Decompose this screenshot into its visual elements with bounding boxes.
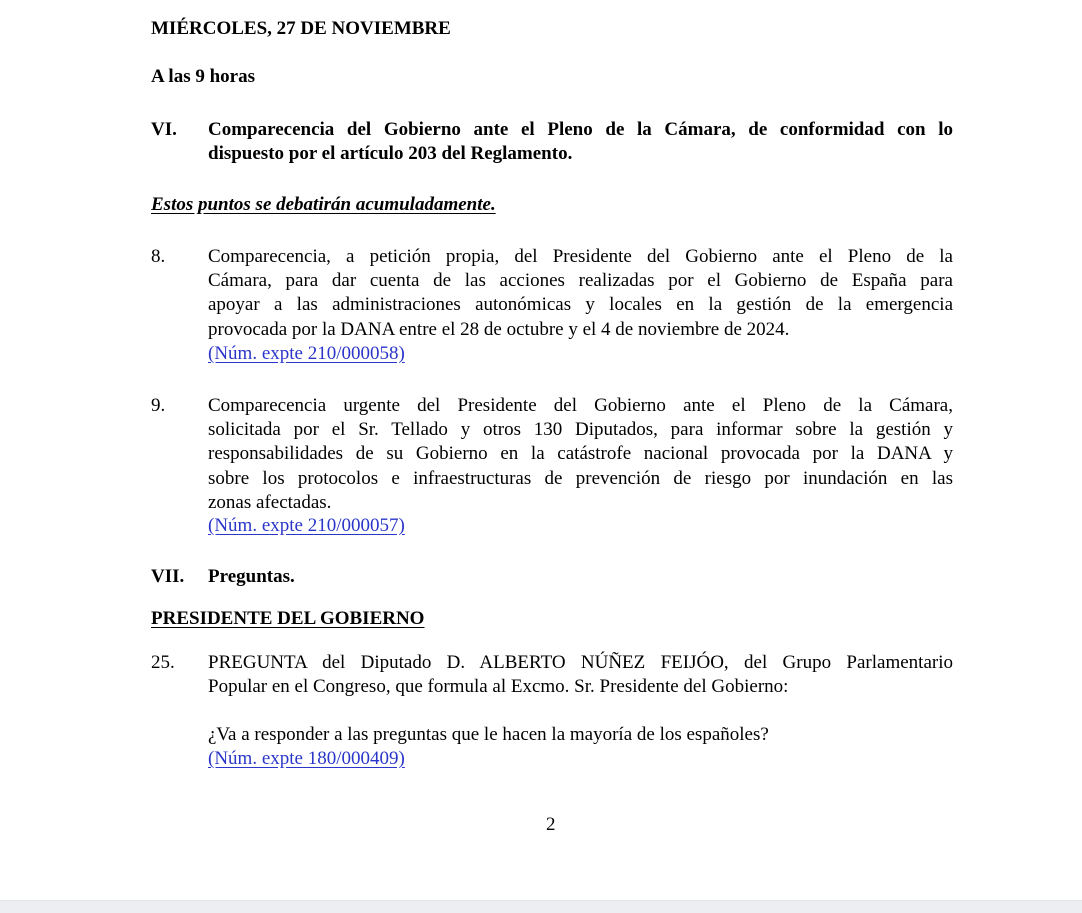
- section-vi-title-line: Comparecencia del Gobierno ante el Pleno de la Cámara, de conformidad con lo: [208, 119, 953, 140]
- question-intro: [208, 651, 953, 699]
- item-9-line: Comparecencia urgente del Presidente del Gobierno ante el Pleno de la Cámara,: [208, 395, 953, 416]
- item-8-line: apoyar a las administraciones autonómicas y locales en la gestión de la emergencia: [208, 294, 953, 316]
- item-9-line: solicitada por el Sr. Tellado y otros 130 Diputados, para informar sobre la gestión y: [208, 419, 953, 441]
- section-vi-number: VI.: [151, 119, 177, 140]
- item-9-line: responsabilidades de su Gobierno en la catástrofe nacional provocada por la DANA y: [208, 443, 953, 465]
- section-vii-number: VII.: [151, 566, 185, 587]
- section-vi-title: [208, 118, 953, 166]
- item-8-text: [208, 245, 953, 342]
- item-8-file-link[interactable]: (Núm. expte 210/000058): [208, 343, 405, 364]
- item-9-number: 9.: [151, 395, 166, 416]
- page-number: 2: [546, 814, 556, 835]
- item-8-line: provocada por la DANA entre el 28 de octubre y el 4 de noviembre de 2024.: [208, 318, 790, 340]
- question-intro-line: Popular en el Congreso, que formula al Excmo. Sr. Presidente del Gobierno:: [208, 676, 789, 698]
- item-9-file-link[interactable]: (Núm. expte 210/000057): [208, 515, 405, 536]
- question-file-link[interactable]: (Núm. expte 180/000409): [208, 748, 405, 769]
- time-heading: A las 9 horas: [151, 66, 255, 87]
- item-8-number: 8.: [151, 246, 166, 267]
- cumulative-note: Estos puntos se debatirán acumuladamente.: [151, 194, 496, 215]
- president-heading: PRESIDENTE DEL GOBIERNO: [151, 608, 425, 629]
- viewer-bottom-bar: [0, 900, 1082, 913]
- section-vi-title-line: dispuesto por el artículo 203 del Reglamento.: [208, 143, 573, 165]
- item-8-line: Cámara, para dar cuenta de las acciones realizadas por el Gobierno de España para: [208, 270, 953, 292]
- question-text: ¿Va a responder a las preguntas que le hacen la mayoría de los españoles?: [208, 724, 769, 745]
- question-intro-line: PREGUNTA del Diputado D. ALBERTO NÚÑEZ FEIJÓO, del Grupo Parlamentario: [208, 652, 953, 673]
- item-9-line: sobre los protocolos e infraestructuras de prevención de riesgo por inundación en las: [208, 467, 953, 489]
- question-number: 25.: [151, 652, 175, 673]
- item-9-line: zonas afectadas.: [208, 491, 332, 513]
- item-9-text: [208, 394, 953, 515]
- section-vii-title: Preguntas.: [208, 566, 295, 587]
- date-heading: MIÉRCOLES, 27 DE NOVIEMBRE: [151, 18, 451, 39]
- item-8-line: Comparecencia, a petición propia, del Presidente del Gobierno ante el Pleno de la: [208, 246, 953, 267]
